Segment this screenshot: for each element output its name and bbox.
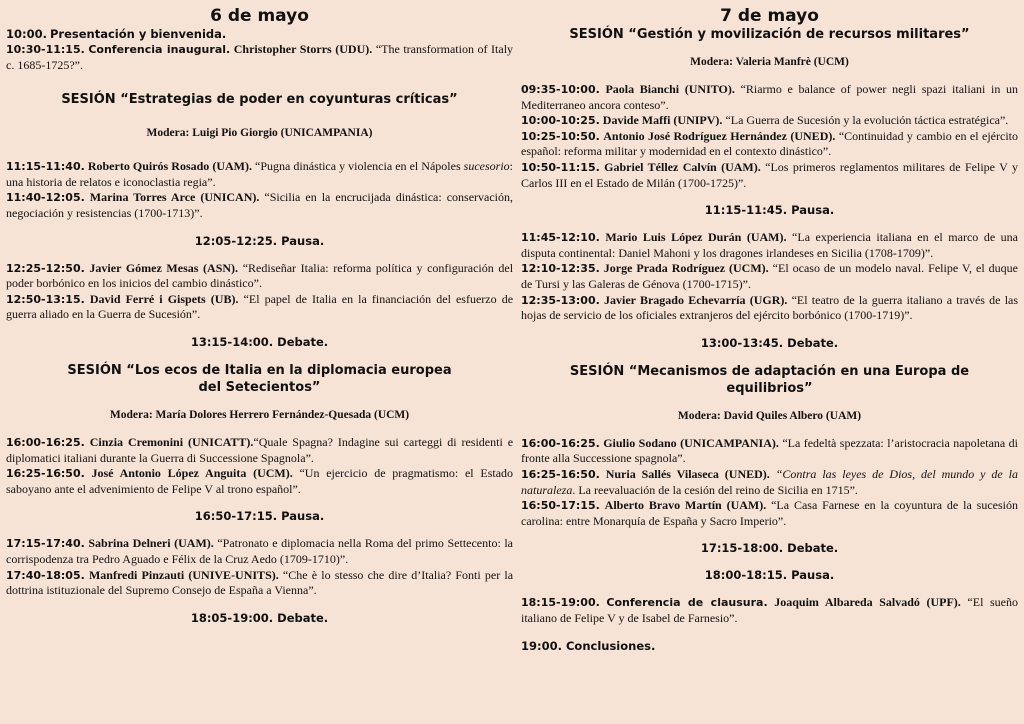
talk-item: 12:50-13:15. David Ferré i Gispets (UB). “El papel de Italia en la financiación del esfuerzo de guerra aliado en la Guerra de Sucesión”.: [6, 291, 514, 322]
talk-item: 16:00-16:25. Cinzia Cremonini (UNICATT).“Quale Spagna? Indagine sui carteggi di residenti e diplomatici italiani durante la Guerra di Successione Spagnola”.: [6, 434, 514, 465]
talk-item: 16:50-17:15. Alberto Bravo Martín (UAM). “La Casa Farnese en la coyuntura de la sucesión carolina: entre Monarquía de España y Sacro Imperio”.: [521, 498, 1018, 528]
session-2-title: SESIÓN “Los ecos de Italia en la diplomacia europea del Setecientos”: [67, 362, 452, 395]
session-2-moderator: Modera: María Dolores Herrero Fernández-Quesada (UCM): [109, 408, 410, 421]
talk-item: 11:45-12:10. Mario Luis López Durán (UAM). “La experiencia italiana en el marco de una disputa continental: Daniel Mahoni y los dragones irlandeses en Sicilia (1708-1709)”.: [521, 230, 1019, 260]
talk-item: 11:15-11:40. Roberto Quirós Rosado (UAM). “Pugna dinástica y violencia en el Nápoles sucesorio: una historia de relatos e iconoclastia regia”.: [6, 159, 514, 189]
session-4-title: SESIÓN “Mecanismos de adaptación en una Europa de equilibrios”: [569, 363, 970, 396]
debate-label: 13:15-14:00. Debate.: [190, 334, 329, 349]
pause-label: 11:15-11:45. Pausa.: [704, 203, 835, 218]
debate-label: 13:00-13:45. Debate.: [700, 335, 839, 350]
debate-label: 17:15-18:00. Debate.: [700, 541, 839, 556]
conclusions-line: 19:00. Conclusiones.: [521, 639, 656, 654]
session-3-title: SESIÓN “Gestión y movilización de recursos militares”: [569, 27, 970, 42]
talk-item: 16:25-16:50. José Antonio López Anguita (UCM). “Un ejercicio de pragmatismo: el Estado saboyano ante el advenimiento de Felipe V al trono español”.: [6, 466, 514, 496]
talk-item: 10:00-10:25. Davide Maffi (UNIPV). “La Guerra de Sucesión y la evolución táctica estratégica”.: [521, 113, 1009, 128]
talk-item: 12:10-12:35. Jorge Prada Rodríguez (UCM). “El ocaso de un modelo naval. Felipe V, el duque de Tursi y las Galeras de Génova (1700-1715)”.: [521, 261, 1018, 291]
pause-label: 16:50-17:15. Pausa.: [194, 509, 325, 524]
pause-label: 12:05-12:25. Pausa.: [194, 233, 325, 248]
talk-item: 09:35-10:00. Paola Bianchi (UNITO). “Riarmo e balance of power negli spazi italiani in un Mediterraneo ancora conteso”.: [521, 82, 1019, 112]
talk-item: 12:35-13:00. Javier Bragado Echevarría (UGR). “El teatro de la guerra italiano a través de las hojas de servicio de los oficiales extranjeros del ejército borbónico (1700-1719)”.: [521, 292, 1019, 323]
session-1-title: SESIÓN “Estrategias de poder en coyunturas críticas”: [61, 92, 458, 108]
debate-label: 18:05-19:00. Debate.: [190, 610, 329, 625]
talk-item: 11:40-12:05. Marina Torres Arce (UNICAN). “Sicilia en la encrucijada dinástica: conservación, negociación y resistencias (1700-1713)”.: [6, 190, 514, 220]
day1-heading: 6 de mayo: [210, 6, 309, 26]
session-4-moderator: Modera: David Quiles Albero (UAM): [677, 409, 862, 422]
day2-heading: 7 de mayo: [720, 6, 819, 26]
inaugural-talk: 10:30-11:15. Conferencia inaugural. Christopher Storrs (UDU). “The transformation of Italy c. 1685-1725?”.: [6, 42, 514, 72]
talk-item: 10:50-11:15. Gabriel Téllez Calvín (UAM). “Los primeros reglamentos militares de Felipe V y Carlos III en el Estado de Milán (1700-1725)”.: [521, 159, 1019, 190]
opening-line: 10:00. Presentación y bienvenida.: [6, 27, 227, 41]
talk-item: 16:25-16:50. Nuria Sallés Vilaseca (UNED). “Contra las leyes de Dios, del mundo y de la naturaleza. La reevaluación de la cesión del reino de Sicilia en 1715”.: [521, 466, 1018, 497]
talk-item: 10:25-10:50. Antonio José Rodríguez Hernández (UNED). “Continuidad y cambio en el ejército español: reforma militar y modernidad en el contexto dinástico”.: [521, 128, 1018, 159]
talk-item: 16:00-16:25. Giulio Sodano (UNICAMPANIA). “La fedeltà spezzata: l’aristocracia napoletana di fronte alla Successione spagnola”.: [521, 435, 1018, 466]
session-3-moderator: Modera: Valeria Manfrè (UCM): [690, 56, 849, 68]
day2-column: [521, 0, 1018, 654]
talk-item: 17:15-17:40. Sabrina Delneri (UAM). “Patronato e diplomacia nella Roma del primo Settecento: la corrispodenza tra Pedro Aguado e Félix de la Cruz Aedo (1709-1710)”.: [6, 536, 514, 566]
talk-item: 17:40-18:05. Manfredi Pinzauti (UNIVE-UNITS). “Che è lo stesso che dire d’Italia? Fonti per la dottrina istituzionale del Supremo Consejo de España a Vienna”.: [6, 567, 514, 598]
pause-label: 18:00-18:15. Pausa.: [704, 568, 835, 583]
session-1-moderator: Modera: Luigi Pio Giorgio (UNICAMPANIA): [146, 127, 373, 140]
talk-item: 12:25-12:50. Javier Gómez Mesas (ASN). “Rediseñar Italia: reforma política y configuración del poder borbónico en los inicios del cambio dinástico”.: [6, 260, 514, 291]
closing-talk: 18:15-19:00. Conferencia de clausura. Joaquim Albareda Salvadó (UPF). “El sueño italiano de Felipe V y de Isabel de Farnesio”.: [521, 595, 1018, 625]
day1-column: [6, 0, 513, 626]
